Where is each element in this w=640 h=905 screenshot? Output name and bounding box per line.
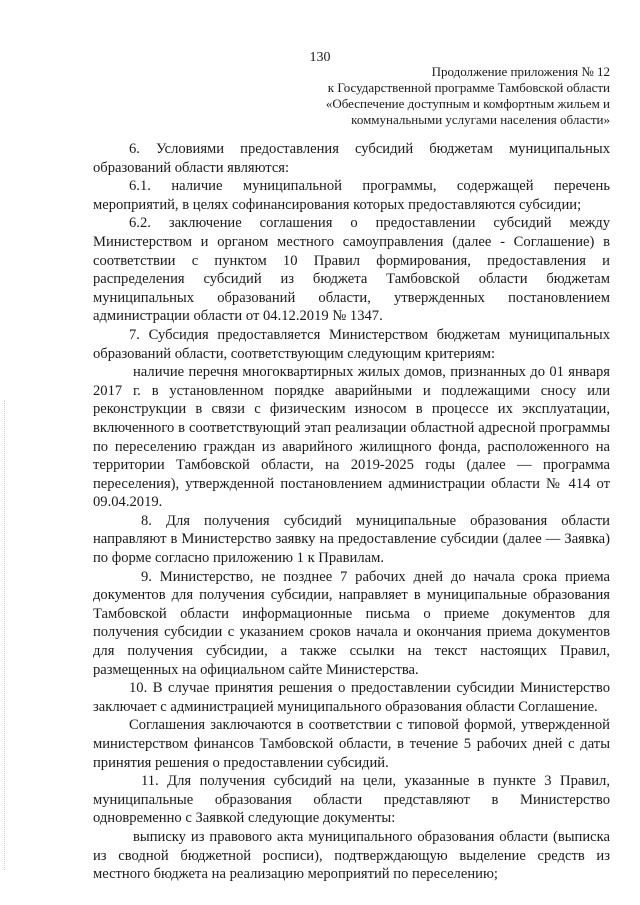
document-body — [93, 140, 610, 884]
paragraph-7-criteria: наличие перечня многоквартирных жилых домов, признанных до 01 января 2017 г. в установленном порядке аварийными и подлежащими сносу или реконструкции в связи с физическим износом в процессе их эксплуатации, включенного в соответствующий этап реализации областной адресной программы по переселению граждан из аварийного жилищного фонда, расположенного на территории Тамбовской области, на 2019-2025 годы (далее — программа переселения), утвержденной постановлением администрации области № 414 от 09.04.2019. — [93, 364, 610, 511]
scan-margin-mark — [4, 400, 7, 870]
paragraph-6: 6. Условиями предоставления субсидий бюджетам муниципальных образований области являются: — [93, 141, 610, 176]
appendix-line: коммунальными услугами населения области» — [351, 112, 610, 127]
paragraph-11: 11. Для получения субсидий на цели, указанные в пункте 3 Правил, муниципальные образования области представляют в Министерство одновременно с Заявкой следующие документы: — [93, 773, 610, 827]
paragraph-10-agreements: Соглашения заключаются в соответствии с типовой формой, утвержденной министерством финансов Тамбовской области, в течение 5 рабочих дней с даты принятия решения о предоставлении субсидий. — [93, 717, 610, 771]
appendix-caption — [290, 64, 610, 128]
paragraph-6-2: 6.2. заключение соглашения о предоставлении субсидий между Министерством и органом местного самоуправления (далее - Соглашение) в соответствии с пунктом 10 Правил формирования, предоставления и распределения субсидий из бюджета Тамбовской области бюджетам муниципальных образований области, утвержденных постановлением администрации области от 04.12.2019 № 1347. — [93, 215, 610, 325]
paragraph-9: 9. Министерство, не позднее 7 рабочих дней до начала срока приема документов для получения субсидии, направляет в муниципальные образования Тамбовской области информационные письма о приеме документов для получения субсидии с указанием сроков начала и окончания приема документов для получения субсидии, а также ссылки на текст настоящих Правил, размещенных на официальном сайте Министерства. — [93, 568, 610, 678]
appendix-line: «Обеспечение доступным и комфортным жильем и — [325, 96, 610, 111]
page-number: 130 — [309, 50, 331, 65]
paragraph-10: 10. В случае принятия решения о предоставлении субсидии Министерство заключает с администрацией муниципального образования области Соглашение. — [93, 680, 610, 715]
paragraph-6-1: 6.1. наличие муниципальной программы, содержащей перечень мероприятий, в целях софинансирования которых предоставляются субсидии; — [93, 178, 610, 213]
paragraph-11-extract: выписку из правового акта муниципального образования области (выписка из сводной бюджетной росписи), подтверждающую выделение средств из местного бюджета на реализацию мероприятий по переселению; — [93, 828, 610, 883]
appendix-line: Продолжение приложения № 12 — [431, 64, 610, 79]
paragraph-7: 7. Субсидия предоставляется Министерством бюджетам муниципальных образований области, соответствующим следующим критериям: — [93, 326, 610, 362]
appendix-line: к Государственной программе Тамбовской области — [327, 80, 610, 95]
paragraph-8: 8. Для получения субсидий муниципальные образования области направляют в Министерство заявку на предоставление субсидии (далее — Заявка) по форме согласно приложению 1 к Правилам. — [93, 512, 610, 567]
